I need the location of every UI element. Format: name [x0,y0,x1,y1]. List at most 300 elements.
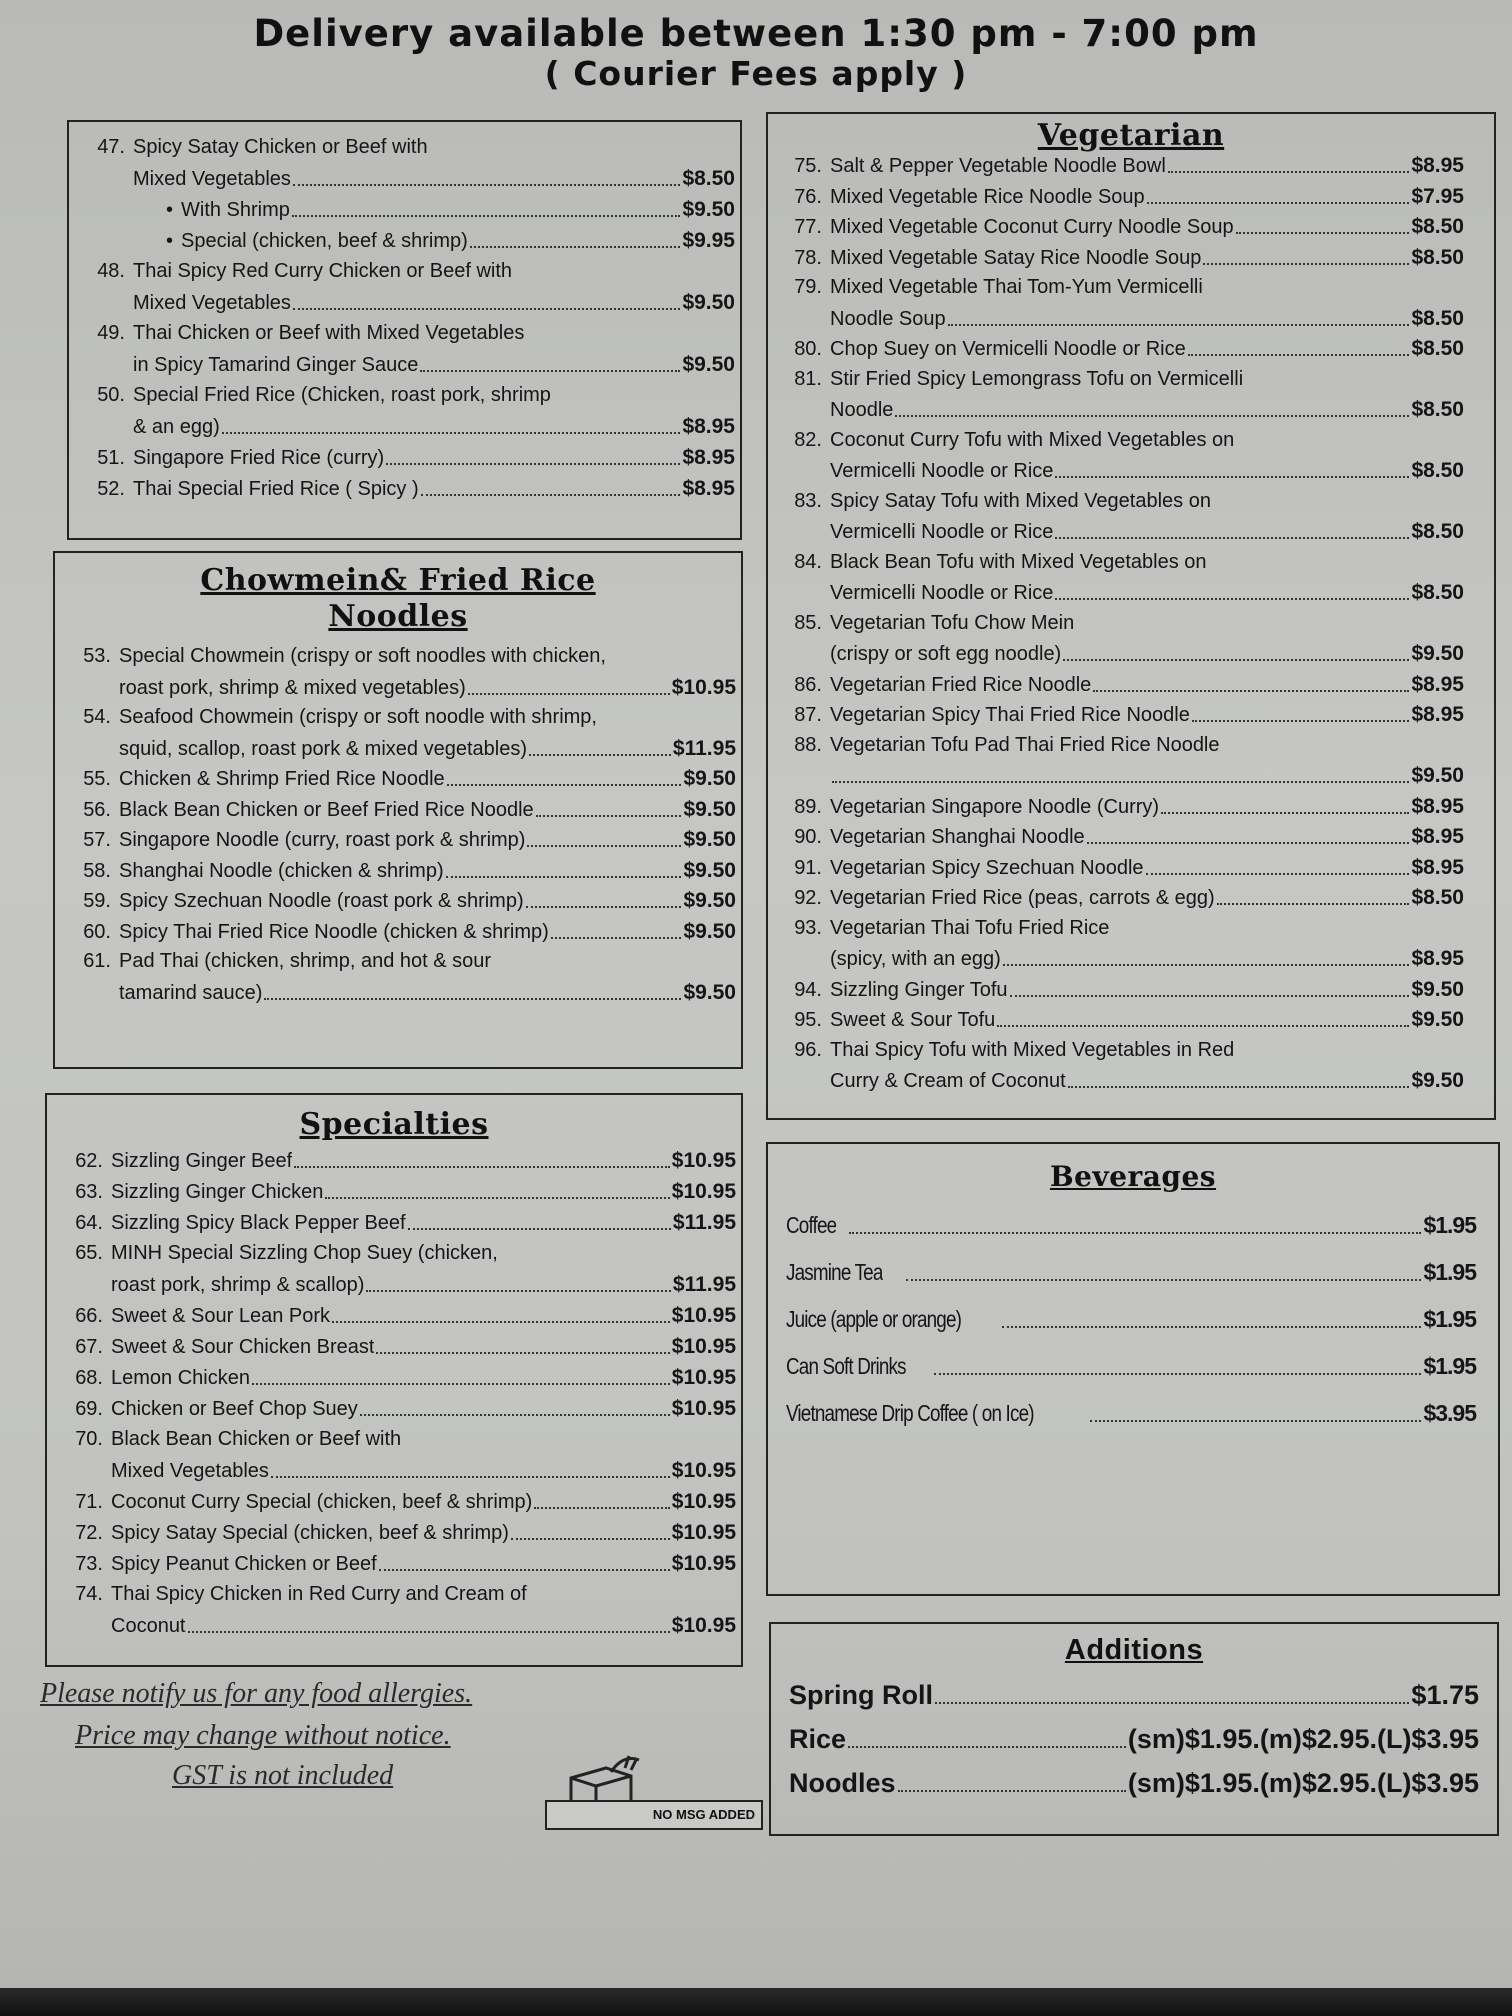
menu-item-chicken-shrimp-fried-rice-noodle [71,767,736,791]
item-number: 66. [75,1305,103,1327]
item-price: $9.50 [683,828,736,851]
menu-box-specialties [45,1093,743,1667]
item-name: Sizzling Ginger Tofu [830,978,1008,1001]
dot-leader [1188,354,1410,356]
dot-leader [527,845,681,847]
menu-item-seafood-chowmein-crispy-or-soft-noodle-w [71,706,736,729]
menu-box-vegetarian [766,112,1496,1120]
menu-item-sizzling-spicy-black-pepper-beef [63,1211,736,1235]
dot-leader [376,1352,669,1354]
menu-item-vegetarian-spicy-szechuan-noodle [782,856,1464,880]
dot-leader [1068,1086,1410,1088]
allergy-notice: Please notify us for any food allergies. [40,1678,473,1709]
item-number: 84. [794,550,822,573]
item-name: Vegetarian Tofu Chow Mein [830,611,1075,634]
menu-item-coconut-curry-tofu-with-mixed-vegetables [782,429,1464,452]
item-price: $9.50 [682,291,735,314]
menu-item-shanghai-noodle-chicken-shrimp [71,859,736,883]
item-name: Seafood Chowmein (crispy or soft noodle with shrimp, [119,706,597,728]
item-name: Spicy Satay Special (chicken, beef & shrimp) [111,1522,509,1544]
menu-item-mixed-vegetables [85,291,735,315]
menu-item-spicy-peanut-chicken-or-beef [63,1552,736,1576]
item-price: $10.95 [671,1552,736,1575]
item-name: Thai Chicken or Beef with Mixed Vegetables [133,322,525,344]
item-name: Rice [789,1724,847,1754]
item-number: 76. [794,185,822,208]
item-name: Sizzling Ginger Beef [111,1150,293,1172]
menu-item-spicy-satay-special-chicken-beef-shrimp [63,1521,736,1545]
item-price: $10.95 [671,1397,736,1420]
menu-item-spring-roll [789,1680,1479,1711]
section-title-chowmein: Chowmein& Fried Rice [200,563,596,598]
item-price: $10.95 [671,1180,736,1203]
delivery-heading: Delivery available between 1:30 pm - 7:00 pm [253,12,1259,55]
item-number: 70. [75,1428,103,1450]
menu-item-vietnamese-drip-coffee-on-ice [786,1400,1476,1427]
menu-item-an-egg [85,415,735,439]
dot-leader [832,781,1409,783]
menu-item-spicy-with-an-egg [782,947,1464,971]
item-price: $9.50 [1411,1008,1464,1031]
menu-item-thai-spicy-tofu-with-mixed-vegetables-in [782,1039,1464,1062]
item-name: Sweet & Sour Chicken Breast [111,1336,375,1358]
dot-leader [188,1631,670,1633]
item-number: 94. [794,978,822,1001]
item-name: Noodles [789,1768,896,1798]
item-name: Mixed Vegetable Rice Noodle Soup [830,185,1145,208]
dot-leader [292,215,681,217]
gst-notice: GST is not included [172,1760,394,1791]
item-name: Stir Fried Spicy Lemongrass Tofu on Vermicelli [830,367,1244,390]
menu-item-mixed-vegetables [85,167,735,191]
dot-leader [468,693,670,695]
item-price: $8.50 [1411,459,1464,482]
item-number: 59. [83,890,111,912]
menu-item-special-chowmein-crispy-or-soft-noodles- [71,645,736,668]
item-number: 60. [83,920,111,943]
section-title-beverages: Beverages [1049,1160,1217,1193]
item-price: $11.95 [672,1273,736,1296]
item-price: $1.95 [1423,1259,1476,1285]
item-name: Vegetarian Spicy Szechuan Noodle [830,856,1144,879]
item-name: Thai Spicy Tofu with Mixed Vegetables in Red [830,1038,1235,1061]
no-msg-badge [545,1748,765,1830]
item-price: (sm)$1.95.(m)$2.95.(L)$3.95 [1127,1768,1479,1798]
item-name: Singapore Noodle (curry, roast pork & shrimp) [119,829,526,851]
item-number: 81. [794,367,822,390]
item-number: 74. [75,1583,103,1605]
menu-item-sizzling-ginger-beef [63,1149,736,1173]
dot-leader [1055,598,1409,600]
section-title-vegetarian: Vegetarian [1037,118,1225,153]
item-name: Sweet & Sour Tofu [830,1009,996,1031]
item-name: Black Bean Tofu with Mixed Vegetables on [830,550,1207,573]
dot-leader [1002,1326,1422,1328]
item-name: Special Fried Rice (Chicken, roast pork, shrimp [133,384,551,406]
item-number: 58. [83,859,111,882]
item-number: 93. [794,916,822,939]
menu-item-vermicelli-noodle-or-rice [782,459,1464,483]
menu-box-additions [769,1622,1499,1836]
menu-item-curry-cream-of-coconut [782,1069,1464,1093]
menu-item-salt-pepper-vegetable-noodle-bowl [782,154,1464,178]
item-name: Curry & Cream of Coconut [830,1070,1066,1092]
item-name: Vegetarian Shanghai Noodle [830,826,1085,848]
dot-leader [536,815,682,817]
item-name: Black Bean Chicken or Beef with [111,1428,402,1450]
item-name: MINH Special Sizzling Chop Suey (chicken, [111,1242,498,1264]
menu-item-spicy-szechuan-noodle-roast-pork-shrimp [71,889,736,913]
item-price: $8.95 [682,477,735,500]
item-number: 96. [794,1038,822,1061]
item-name: squid, scallop, roast pork & mixed vegetables) [119,737,527,760]
item-name: roast pork, shrimp & mixed vegetables) [119,676,466,699]
item-number: 51. [97,447,125,469]
item-name: Spicy Thai Fried Rice Noodle (chicken & shrimp) [119,920,549,943]
section-title-specialties: Specialties [299,1107,489,1142]
item-number [85,199,173,222]
item-name: With Shrimp [181,199,290,221]
dot-leader [1168,171,1410,173]
item-name: Coconut Curry Special (chicken, beef & shrimp) [111,1491,533,1513]
item-number: 49. [97,322,125,344]
item-name: Singapore Fried Rice (curry) [133,447,385,469]
menu-item-vegetarian-singapore-noodle-curry [782,795,1464,819]
item-number: 89. [794,795,822,818]
item-name: Vermicelli Noodle or Rice [830,460,1054,482]
item-price: $10.95 [671,1304,736,1327]
dot-leader [1090,1420,1421,1422]
dot-leader [264,998,681,1000]
menu-item-can-soft-drinks [786,1353,1476,1380]
item-price: $8.50 [1411,245,1464,269]
dot-leader [470,246,681,248]
item-number: 71. [75,1491,103,1513]
item-number: 62. [75,1150,103,1172]
menu-item-thai-special-fried-rice-spicy [85,477,735,501]
item-price: $9.50 [683,767,736,790]
item-price: $9.95 [682,229,735,252]
item-name: Pad Thai (chicken, shrimp, and hot & sour [119,950,492,972]
dot-leader [1087,842,1410,844]
item-price: $8.95 [682,446,735,469]
item-price: $8.50 [1411,520,1464,543]
item-price: $1.95 [1423,1212,1476,1238]
dot-leader [1010,995,1410,997]
dot-leader [1063,659,1409,661]
item-name: Mixed Vegetables [133,168,291,190]
item-name: Noodle [830,399,894,421]
item-name: Spring Roll [789,1680,933,1710]
item-name: Coffee [786,1212,837,1238]
item-price: $8.95 [1411,855,1464,879]
item-name: Spicy Szechuan Noodle (roast pork & shrimp) [119,890,524,912]
item-name: Vegetarian Tofu Pad Thai Fried Rice Noodle [830,733,1220,756]
dot-leader [1217,903,1410,905]
item-number: 48. [97,260,125,282]
price-change-notice: Price may change without notice. [75,1720,451,1751]
item-price: $8.95 [1411,703,1464,726]
item-number: 86. [794,673,822,696]
item-name: Vietnamese Drip Coffee ( on Ice) [786,1400,1034,1426]
item-name: Salt & Pepper Vegetable Noodle Bowl [830,155,1166,177]
item-name: Special (chicken, beef & shrimp) [181,230,468,252]
dot-leader [386,463,680,465]
item-price: $7.95 [1411,184,1464,208]
menu-item-sizzling-ginger-chicken [63,1180,736,1204]
menu-item-roast-pork-shrimp-mixed-vegetables [71,676,736,700]
item-number: 90. [794,826,822,848]
item-price: $9.50 [683,797,736,821]
menu-item-spicy-satay-chicken-or-beef-with [85,136,735,159]
dot-leader [997,1025,1409,1027]
dot-leader [1055,476,1409,478]
menu-item-in-spicy-tamarind-ginger-sauce [85,353,735,377]
item-price: $9.50 [682,198,735,221]
menu-item-vegetarian-tofu-chow-mein [782,612,1464,635]
item-price: $8.95 [1411,947,1464,970]
item-number: 92. [794,887,822,909]
item-name: Noodle Soup [830,307,946,330]
item-price: $8.50 [1411,886,1464,909]
item-price: $9.50 [1411,642,1464,665]
menu-item-sweet-sour-tofu [782,1008,1464,1032]
item-name: Chop Suey on Vermicelli Noodle or Rice [830,338,1186,360]
item-name: Spicy Satay Tofu with Mixed Vegetables on [830,489,1211,512]
menu-item-vegetarian-shanghai-noodle [782,825,1464,849]
menu-item-black-bean-chicken-or-beef-fried-rice-no [71,798,736,822]
menu-item-tamarind-sauce [71,981,736,1005]
item-price: $9.50 [1411,1069,1464,1092]
dot-leader [1003,964,1410,966]
menu-box-noodles-rice [67,120,742,540]
dot-leader [1055,537,1409,539]
dot-leader [849,1232,1421,1234]
menu-item-black-bean-chicken-or-beef-with [63,1428,736,1451]
dot-leader [848,1746,1126,1748]
item-number: 61. [83,950,111,972]
dot-leader [332,1321,670,1323]
menu-item-chop-suey-on-vermicelli-noodle-or-rice [782,337,1464,361]
item-name: Mixed Vegetables [111,1460,269,1482]
dot-leader [421,494,681,496]
item-name: Vegetarian Singapore Noodle (Curry) [830,795,1160,818]
menu-item-vermicelli-noodle-or-rice [782,581,1464,605]
item-price: $9.50 [683,858,736,882]
item-number: 68. [75,1367,103,1389]
section-title-additions: Additions [1064,1634,1204,1666]
menu-item-black-bean-tofu-with-mixed-vegetables-on [782,551,1464,574]
item-price: $10.95 [671,1366,736,1389]
dot-leader [526,906,682,908]
item-price: $10.95 [671,1614,736,1637]
menu-item-minh-special-sizzling-chop-suey-chicken [63,1242,736,1265]
menu-item-with-shrimp [85,198,735,222]
menu-item-vegetarian-fried-rice-noodle [782,673,1464,697]
item-price: $9.50 [683,980,736,1004]
dot-leader [1161,812,1409,814]
menu-item-coconut [63,1614,736,1638]
courier-fee-note: ( Courier Fees apply ) [544,54,968,93]
menu-item-vegetarian-spicy-thai-fried-rice-noodle [782,703,1464,727]
item-price: $10.95 [671,1149,736,1172]
item-name: Sizzling Spicy Black Pepper Beef [111,1212,406,1234]
dot-leader [294,1166,670,1168]
menu-item-mixed-vegetable-rice-noodle-soup [782,185,1464,209]
item-name: Vegetarian Fried Rice (peas, carrots & egg) [830,887,1215,909]
item-number: 56. [83,798,111,821]
item-name: Coconut [111,1615,186,1637]
item-number: 55. [83,768,111,790]
no-msg-label: NO MSG ADDED [545,1800,763,1830]
dot-leader [293,308,681,310]
menu-item-spicy-satay-tofu-with-mixed-vegetables-o [782,490,1464,513]
dot-leader [895,415,1409,417]
item-name: Vegetarian Fried Rice Noodle [830,673,1092,696]
menu-box-beverages [766,1142,1500,1596]
item-price: $10.95 [671,675,736,699]
item-name: Mixed Vegetable Coconut Curry Noodle Soup [830,216,1234,238]
item-name: Black Bean Chicken or Beef Fried Rice Noodle [119,798,534,821]
item-number: 95. [794,1009,822,1031]
item-name: in Spicy Tamarind Ginger Sauce [133,354,419,376]
item-price: $8.50 [1411,398,1464,421]
menu-item-mixed-vegetable-thai-tom-yum-vermicelli [782,276,1464,299]
dot-leader [420,370,680,372]
item-name: Vegetarian Thai Tofu Fried Rice [830,916,1110,939]
item-number: 65. [75,1242,103,1264]
dot-leader [446,876,682,878]
menu-item-sweet-sour-lean-pork [63,1304,736,1328]
item-number: 47. [97,136,125,158]
item-price: $9.50 [683,889,736,912]
item-number: 88. [794,733,822,756]
menu-item-coconut-curry-special-chicken-beef-shrim [63,1490,736,1514]
item-name: Thai Special Fried Rice ( Spicy ) [133,478,419,500]
item-name: Vermicelli Noodle or Rice [830,521,1054,543]
dot-leader [1146,873,1410,875]
item-price: $8.50 [1411,215,1464,238]
item-price: $10.95 [671,1335,736,1358]
menu-item-vegetarian-thai-tofu-fried-rice [782,917,1464,940]
item-price: $1.75 [1411,1680,1479,1710]
menu-item-vegetarian-fried-rice-peas-carrots-egg [782,886,1464,910]
menu-item-juice-apple-or-orange [786,1306,1476,1333]
item-name: (crispy or soft egg noodle) [830,643,1062,665]
item-price: $9.50 [682,353,735,376]
dot-leader [934,1373,1421,1375]
item-price: $3.95 [1423,1400,1476,1426]
item-name: Vegetarian Spicy Thai Fried Rice Noodle [830,704,1190,726]
item-number: 87. [794,704,822,726]
menu-item-sweet-sour-chicken-breast [63,1335,736,1359]
dot-leader [366,1290,671,1292]
item-number: 77. [794,216,822,238]
dot-leader [906,1279,1422,1281]
section-title-noodles: Noodles [328,599,468,634]
item-number: 79. [794,276,822,298]
menu-item-squid-scallop-roast-pork-mixed-vegetable [71,737,736,761]
item-number: 78. [794,246,822,269]
menu-item-special-chicken-beef-shrimp [85,229,735,253]
item-number [85,230,173,253]
item-name: Sizzling Ginger Chicken [111,1181,324,1203]
item-number: 69. [75,1398,103,1420]
menu-item-crispy-or-soft-egg-noodle [782,642,1464,666]
item-number: 85. [794,611,822,634]
item-price: $1.95 [1423,1353,1476,1379]
menu-item-mixed-vegetables [63,1459,736,1483]
item-number: 83. [794,489,822,512]
item-number: 52. [97,478,125,500]
dot-leader [948,324,1410,326]
dot-leader [1203,263,1409,265]
item-number: 57. [83,829,111,851]
menu-item-mixed-vegetable-satay-rice-noodle-soup [782,246,1464,270]
menu-item-jasmine-tea [786,1259,1476,1286]
menu-item-singapore-fried-rice-curry [85,446,735,470]
item-name: Mixed Vegetable Satay Rice Noodle Soup [830,246,1202,269]
item-number: 91. [794,856,822,879]
dot-leader [1093,690,1409,692]
item-price: $8.95 [1411,672,1464,696]
item-number: 75. [794,155,822,177]
dot-leader [379,1569,670,1571]
item-name: Coconut Curry Tofu with Mixed Vegetables on [830,428,1235,451]
item-name: Mixed Vegetables [133,292,291,314]
item-name: Vermicelli Noodle or Rice [830,582,1054,604]
item-name: tamarind sauce) [119,981,263,1004]
menu-item-thai-chicken-or-beef-with-mixed-vegetabl [85,322,735,345]
menu-item-noodles [789,1768,1479,1799]
item-name: Jasmine Tea [786,1259,883,1285]
dot-leader [222,432,681,434]
item-name: & an egg) [133,416,220,438]
menu-item-lemon-chicken [63,1366,736,1390]
item-name: (spicy, with an egg) [830,948,1001,970]
menu-item-roast-pork-shrimp-scallop [63,1273,736,1297]
item-number: 80. [794,338,822,360]
menu-box-chowmein [53,551,743,1069]
item-price: $10.95 [671,1521,736,1544]
menu-item-pad-thai-chicken-shrimp-and-hot-sour [71,950,736,973]
dot-leader [1192,720,1410,722]
menu-item-spicy-thai-fried-rice-noodle-chicken-shr [71,920,736,944]
menu-item-thai-spicy-chicken-in-red-curry-and-crea [63,1583,736,1606]
menu-item-vermicelli-noodle-or-rice [782,520,1464,544]
item-name: Special Chowmein (crispy or soft noodles with chicken, [119,645,606,667]
menu-item-coffee [786,1212,1476,1239]
menu-item-noodle-soup [782,307,1464,331]
item-number: 82. [794,428,822,451]
item-price: $8.95 [1411,794,1464,818]
item-number: 67. [75,1336,103,1358]
item-name: Thai Spicy Chicken in Red Curry and Cream of [111,1583,527,1605]
dot-leader [360,1414,670,1416]
item-number: 53. [83,645,111,667]
menu-item-noodle [782,398,1464,422]
menu-item-singapore-noodle-curry-roast-pork-shrimp [71,828,736,852]
dot-leader [534,1507,669,1509]
menu-item-mixed-vegetable-coconut-curry-noodle-sou [782,215,1464,239]
dot-leader [898,1790,1126,1792]
item-price: $8.95 [1411,825,1464,848]
dot-leader [293,184,681,186]
item-number: 72. [75,1522,103,1544]
dot-leader [271,1476,670,1478]
item-price: $11.95 [672,1211,736,1234]
item-name: Shanghai Noodle (chicken & shrimp) [119,859,444,882]
